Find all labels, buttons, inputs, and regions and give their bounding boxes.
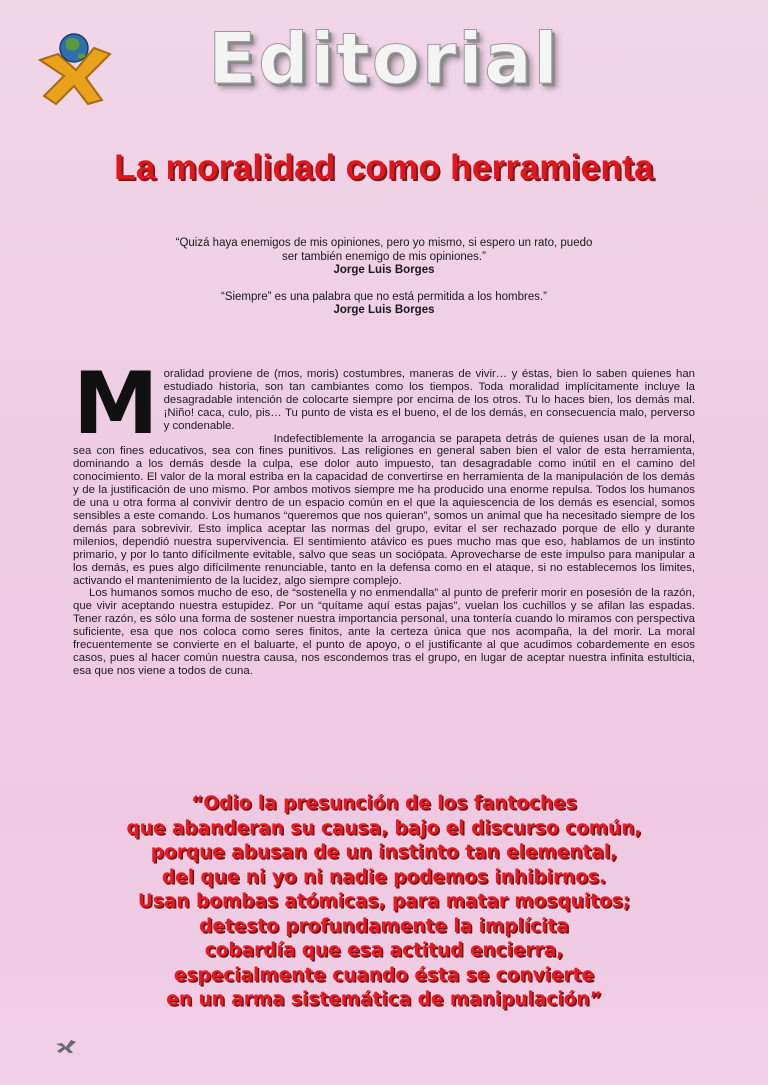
pull-quote-line: cobardía que esa actitud encierra, — [204, 940, 564, 961]
pull-quote-line: porque abusan de un instinto tan elemental, — [150, 842, 618, 863]
pull-quote-line: que abanderan su causa, bajo el discurso común, — [126, 817, 642, 839]
epigraph-2-line-1: “Siempre” es una palabra que no está permitida a los hombres.” — [220, 290, 547, 303]
pull-quote-line: detesto profundamente la implícita — [199, 915, 569, 937]
pull-quote-line: del que ni yo ni nadie podemos inhibirnos. — [161, 866, 607, 888]
pull-quote-line: “Odio la presunción de los fantoches — [191, 793, 577, 814]
page-ornament-icon — [55, 1038, 77, 1054]
paragraph-1: oralidad proviene de (mos, moris) costumbres, maneras de vivir… y éstas, bien lo saben quienes han estudiado historia, son tan cambiantes como los tiempos. Toda moralidad implícitamente incluye la desagradable intención de colocarte siempre por encima de los otros. Tu lo haces bien, los demás mal. ¡Niño! caca, culo, pis… Tu punto de vista es el bueno, el de los demás, en consecuencia malo, perverso y condenable. — [163, 368, 695, 432]
pull-quote-line: especialmente cuando ésta se convierte — [173, 964, 595, 986]
section-title: Editorial — [208, 18, 560, 100]
paragraph-3: Los humanos somos mucho de eso, de “sostenella y no enmendalla” al punto de preferir morir en posesión de la razón, que vivir aceptando nuestra estupidez. Por un “quítame aquí estas pajas”, vuelan los cuchillos y se afilan las espadas. Tener razón, es sólo una forma de sostener nuestra importancia personal, una tontería cuando lo miramos con perspectiva suficiente, esa que nos coloca como seres finitos, ante la certeza única que nos acompaña, la del morir. La moral frecuentemente se convierte en el baluarte, el punto de apoyo, o el justificante al que acudimos cobardemente en esos casos, pues al hacer común nuestra causa, nos escondemos tras el grupo, en lugar de aceptar nuestra infinita estulticia, esa que nos viene a todos de cuna. — [73, 587, 695, 677]
epigraph-1-line-1: “Quizá haya enemigos de mis opiniones, pero yo mismo, si espero un rato, puedo — [175, 237, 593, 249]
pull-quote — [60, 792, 708, 1013]
epigraph-1-line-2: ser también enemigo de mis opiniones.” — [282, 250, 486, 263]
epigraphs — [100, 237, 668, 318]
drop-cap: M — [73, 354, 156, 454]
epigraph-1-author: Jorge Luis Borges — [333, 264, 435, 276]
article-body — [73, 354, 695, 678]
epigraph-2-author: Jorge Luis Borges — [333, 304, 435, 316]
pull-quote-line: Usan bombas atómicas, para matar mosquitos; — [137, 891, 631, 912]
article-title: La moralidad como herramienta — [114, 148, 654, 187]
pull-quote-line: en un arma sistemática de manipulación” — [166, 989, 602, 1010]
paragraph-2: Indefectiblemente la arrogancia se parapeta detrás de quienes usan de la moral, sea con fines educativos, sea con fines punitivos. Las religiones en general saben bien el valor de esta herramienta, dominando a los demás desde la culpa, ese dolor auto impuesto, tan desagradable como inútil en el camino del conocimiento. El valor de la moral estriba en la capacidad de convertirse en herramienta de la manipulación de los demás y de la justificación de uno mismo. Por ambos motivos siempre me ha producido una enorme repulsa. Todos los humanos de una u otra forma al convivir dentro de un espacio común en el que la aquiescencia de los demás es esencial, somos sensibles a este comando. Los humanos “queremos que nos quieran”, somos un animal que ha necesitado siempre de los demás para sobrevivir. Esto implica aceptar las normas del grupo, evitar el ser rechazado porque de ello y durante milenios, dependió nuestra supervivencia. El sentimiento atávico es pues mucho mas que eso, hablamos de un instinto primario, y por lo tanto difícilmente evitable, salvo que seas un sociópata. Aprovecharse de este impulso para manipular a los demás, es pues algo difícilmente renunciable, tanto en la defensa como en el ataque, si no establecemos los limites, activando el mantenimiento de la lucidez, algo siempre complejo. — [73, 432, 695, 587]
